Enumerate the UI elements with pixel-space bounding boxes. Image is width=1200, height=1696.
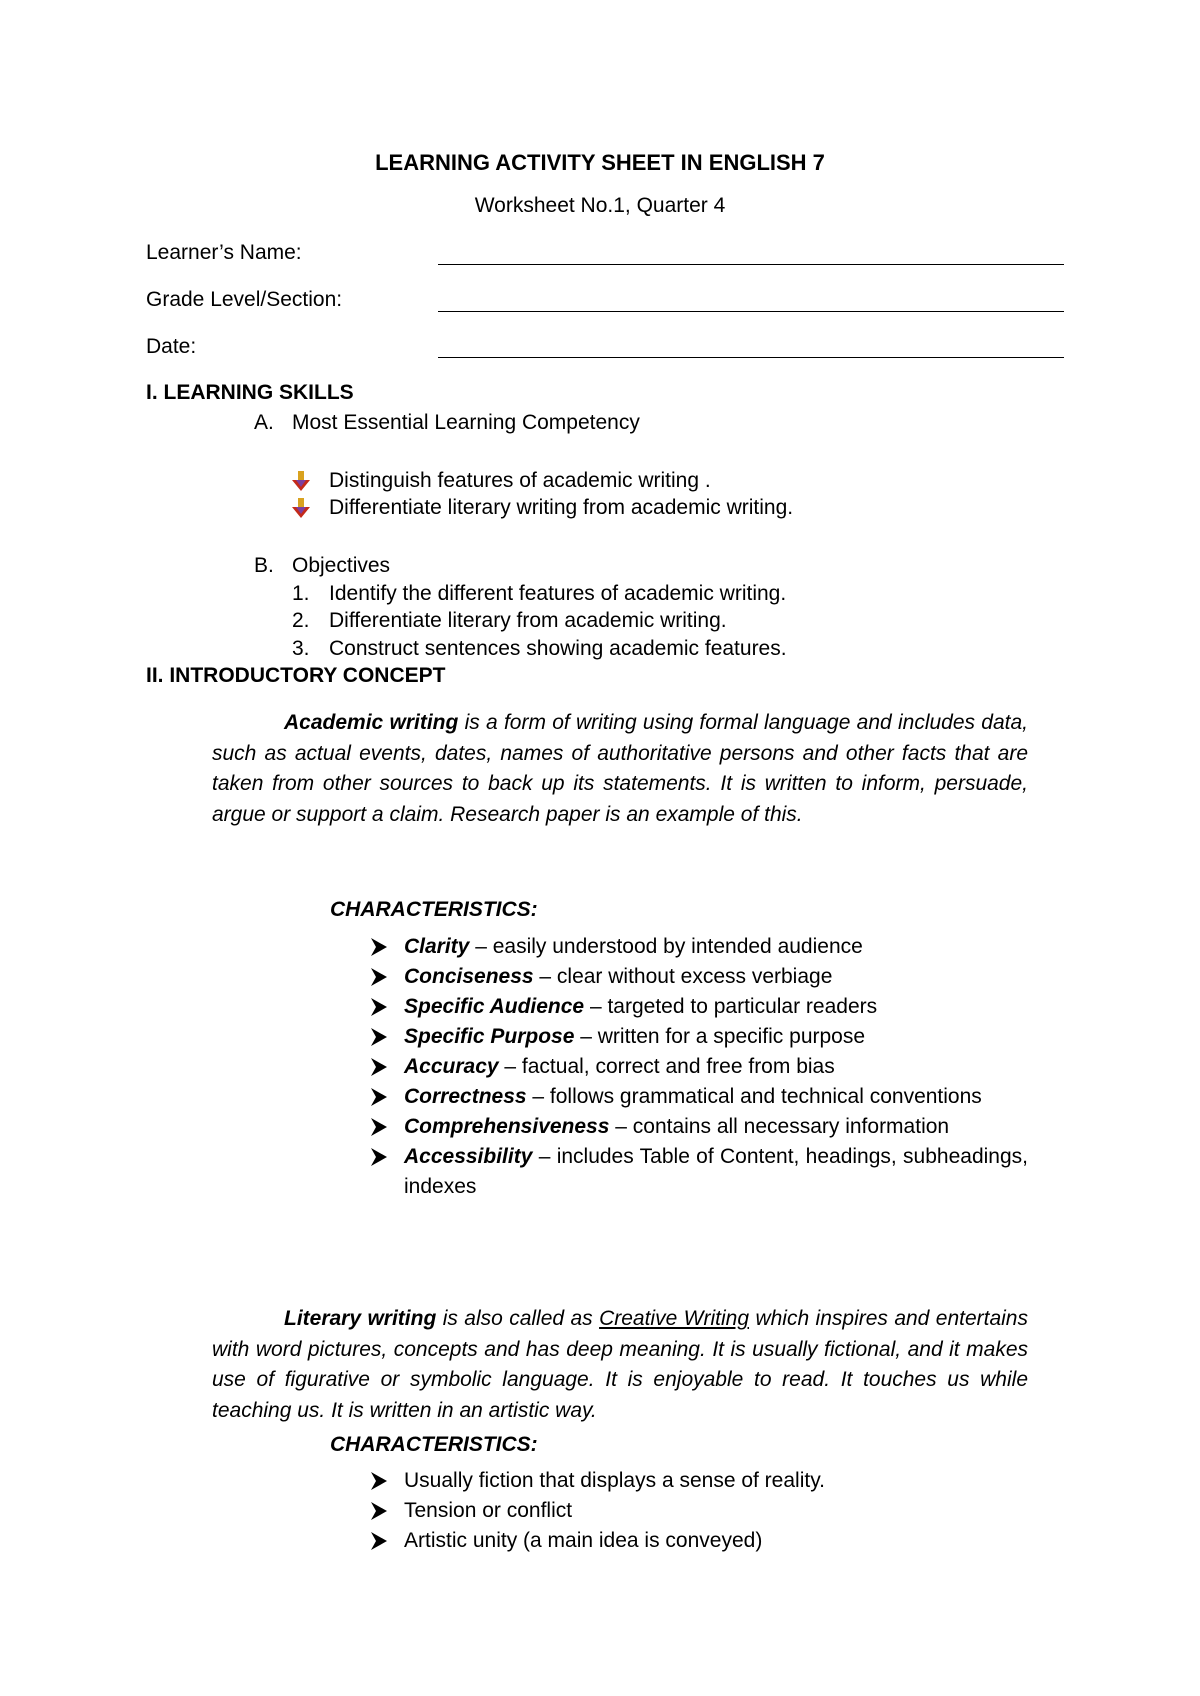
literary-text-after: which inspires and entertains with word pictures, concepts and has deep meaning. It is usually fictional, and it makes use of figurative or symbolic language. It is enjoyable to read. It touches us while teaching us. It is written in an artistic way. xyxy=(212,1307,1028,1422)
list-item xyxy=(368,1082,1028,1112)
section-1-heading: I. LEARNING SKILLS xyxy=(146,381,354,404)
arrow-down-bullet-icon xyxy=(290,470,312,492)
arrow-bullet-icon xyxy=(368,1500,390,1522)
literary-writing-term: Literary writing xyxy=(284,1307,437,1330)
arrow-bullet-icon xyxy=(368,1470,390,1492)
arrow-bullet-icon xyxy=(368,1116,390,1138)
competency-item: Distinguish features of academic writing . xyxy=(329,469,711,492)
academic-characteristics-list xyxy=(368,932,1028,1202)
characteristic-desc: – follows grammatical and technical conventions xyxy=(526,1085,982,1108)
list-item xyxy=(368,1466,1028,1496)
arrow-bullet-icon xyxy=(368,966,390,988)
subsection-b-title: Objectives xyxy=(292,554,391,577)
list-item xyxy=(368,992,1028,1022)
arrow-bullet-icon xyxy=(368,1086,390,1108)
characteristic-desc: – targeted to particular readers xyxy=(584,995,878,1018)
literary-characteristics-list xyxy=(368,1466,1028,1556)
section-2-heading: II. INTRODUCTORY CONCEPT xyxy=(146,664,446,687)
list-item xyxy=(368,1022,1028,1052)
characteristic-text: Tension or conflict xyxy=(404,1499,573,1522)
characteristic-text: Usually fiction that displays a sense of reality. xyxy=(404,1469,825,1492)
objective-text: Construct sentences showing academic features. xyxy=(329,637,787,660)
date-line[interactable] xyxy=(438,357,1064,358)
list-item xyxy=(368,1526,1028,1556)
competency-item: Differentiate literary writing from academic writing. xyxy=(329,496,794,519)
subsection-b-marker: B. xyxy=(254,554,274,577)
subsection-a-title: Most Essential Learning Competency xyxy=(292,411,640,434)
academic-characteristics-heading: CHARACTERISTICS: xyxy=(330,898,538,921)
worksheet-subtitle: Worksheet No.1, Quarter 4 xyxy=(474,194,726,217)
academic-writing-text: is a form of writing using formal language and includes data, such as actual events, dates, names of authoritative persons and other facts that are taken from other sources to back up its statements. It is written to inform, persuade, argue or support a claim. Research paper is an example of this. xyxy=(212,711,1028,826)
learner-name-line[interactable] xyxy=(438,264,1064,265)
page-title: LEARNING ACTIVITY SHEET IN ENGLISH 7 xyxy=(375,150,825,175)
grade-section-line[interactable] xyxy=(438,311,1064,312)
arrow-bullet-icon xyxy=(368,1056,390,1078)
objective-text: Differentiate literary from academic writing. xyxy=(329,609,727,632)
characteristic-term: Accuracy xyxy=(404,1055,499,1078)
characteristic-term: Specific Purpose xyxy=(404,1025,575,1048)
objective-number: 3. xyxy=(292,637,310,660)
creative-writing-term: Creative Writing xyxy=(599,1307,750,1330)
subsection-a-marker: A. xyxy=(254,411,274,434)
characteristic-desc: – factual, correct and free from bias xyxy=(498,1055,835,1078)
characteristic-term: Clarity xyxy=(404,935,470,958)
characteristic-desc: – easily understood by intended audience xyxy=(469,935,863,958)
list-item xyxy=(368,932,1028,962)
list-item xyxy=(368,1496,1028,1526)
characteristic-term: Correctness xyxy=(404,1085,527,1108)
arrow-bullet-icon xyxy=(368,1530,390,1552)
literary-characteristics-heading: CHARACTERISTICS: xyxy=(330,1433,538,1456)
characteristic-desc: – clear without excess verbiage xyxy=(533,965,833,988)
arrow-bullet-icon xyxy=(368,936,390,958)
academic-writing-paragraph xyxy=(212,708,1028,830)
arrow-bullet-icon xyxy=(368,1146,390,1168)
literary-text-before: is also called as xyxy=(436,1307,600,1330)
characteristic-term: Conciseness xyxy=(404,965,534,988)
grade-section-label: Grade Level/Section: xyxy=(146,288,343,311)
characteristic-desc: – includes Table of Content, headings, subheadings, indexes xyxy=(404,1145,1028,1198)
characteristic-desc: – contains all necessary information xyxy=(609,1115,950,1138)
literary-writing-paragraph xyxy=(212,1304,1028,1426)
list-item xyxy=(368,962,1028,992)
objective-text: Identify the different features of academic writing. xyxy=(329,582,787,605)
arrow-down-bullet-icon xyxy=(290,497,312,519)
list-item xyxy=(368,1112,1028,1142)
list-item xyxy=(368,1052,1028,1082)
characteristic-term: Specific Audience xyxy=(404,995,585,1018)
characteristic-term: Accessibility xyxy=(404,1145,533,1168)
characteristic-text: Artistic unity (a main idea is conveyed) xyxy=(404,1529,763,1552)
objective-number: 1. xyxy=(292,582,310,605)
learner-name-label: Learner’s Name: xyxy=(146,241,302,264)
date-label: Date: xyxy=(146,335,197,358)
characteristic-term: Comprehensiveness xyxy=(404,1115,610,1138)
arrow-bullet-icon xyxy=(368,996,390,1018)
list-item xyxy=(368,1142,1028,1202)
characteristic-desc: – written for a specific purpose xyxy=(574,1025,866,1048)
academic-writing-term: Academic writing xyxy=(284,711,459,734)
objective-number: 2. xyxy=(292,609,310,632)
arrow-bullet-icon xyxy=(368,1026,390,1048)
